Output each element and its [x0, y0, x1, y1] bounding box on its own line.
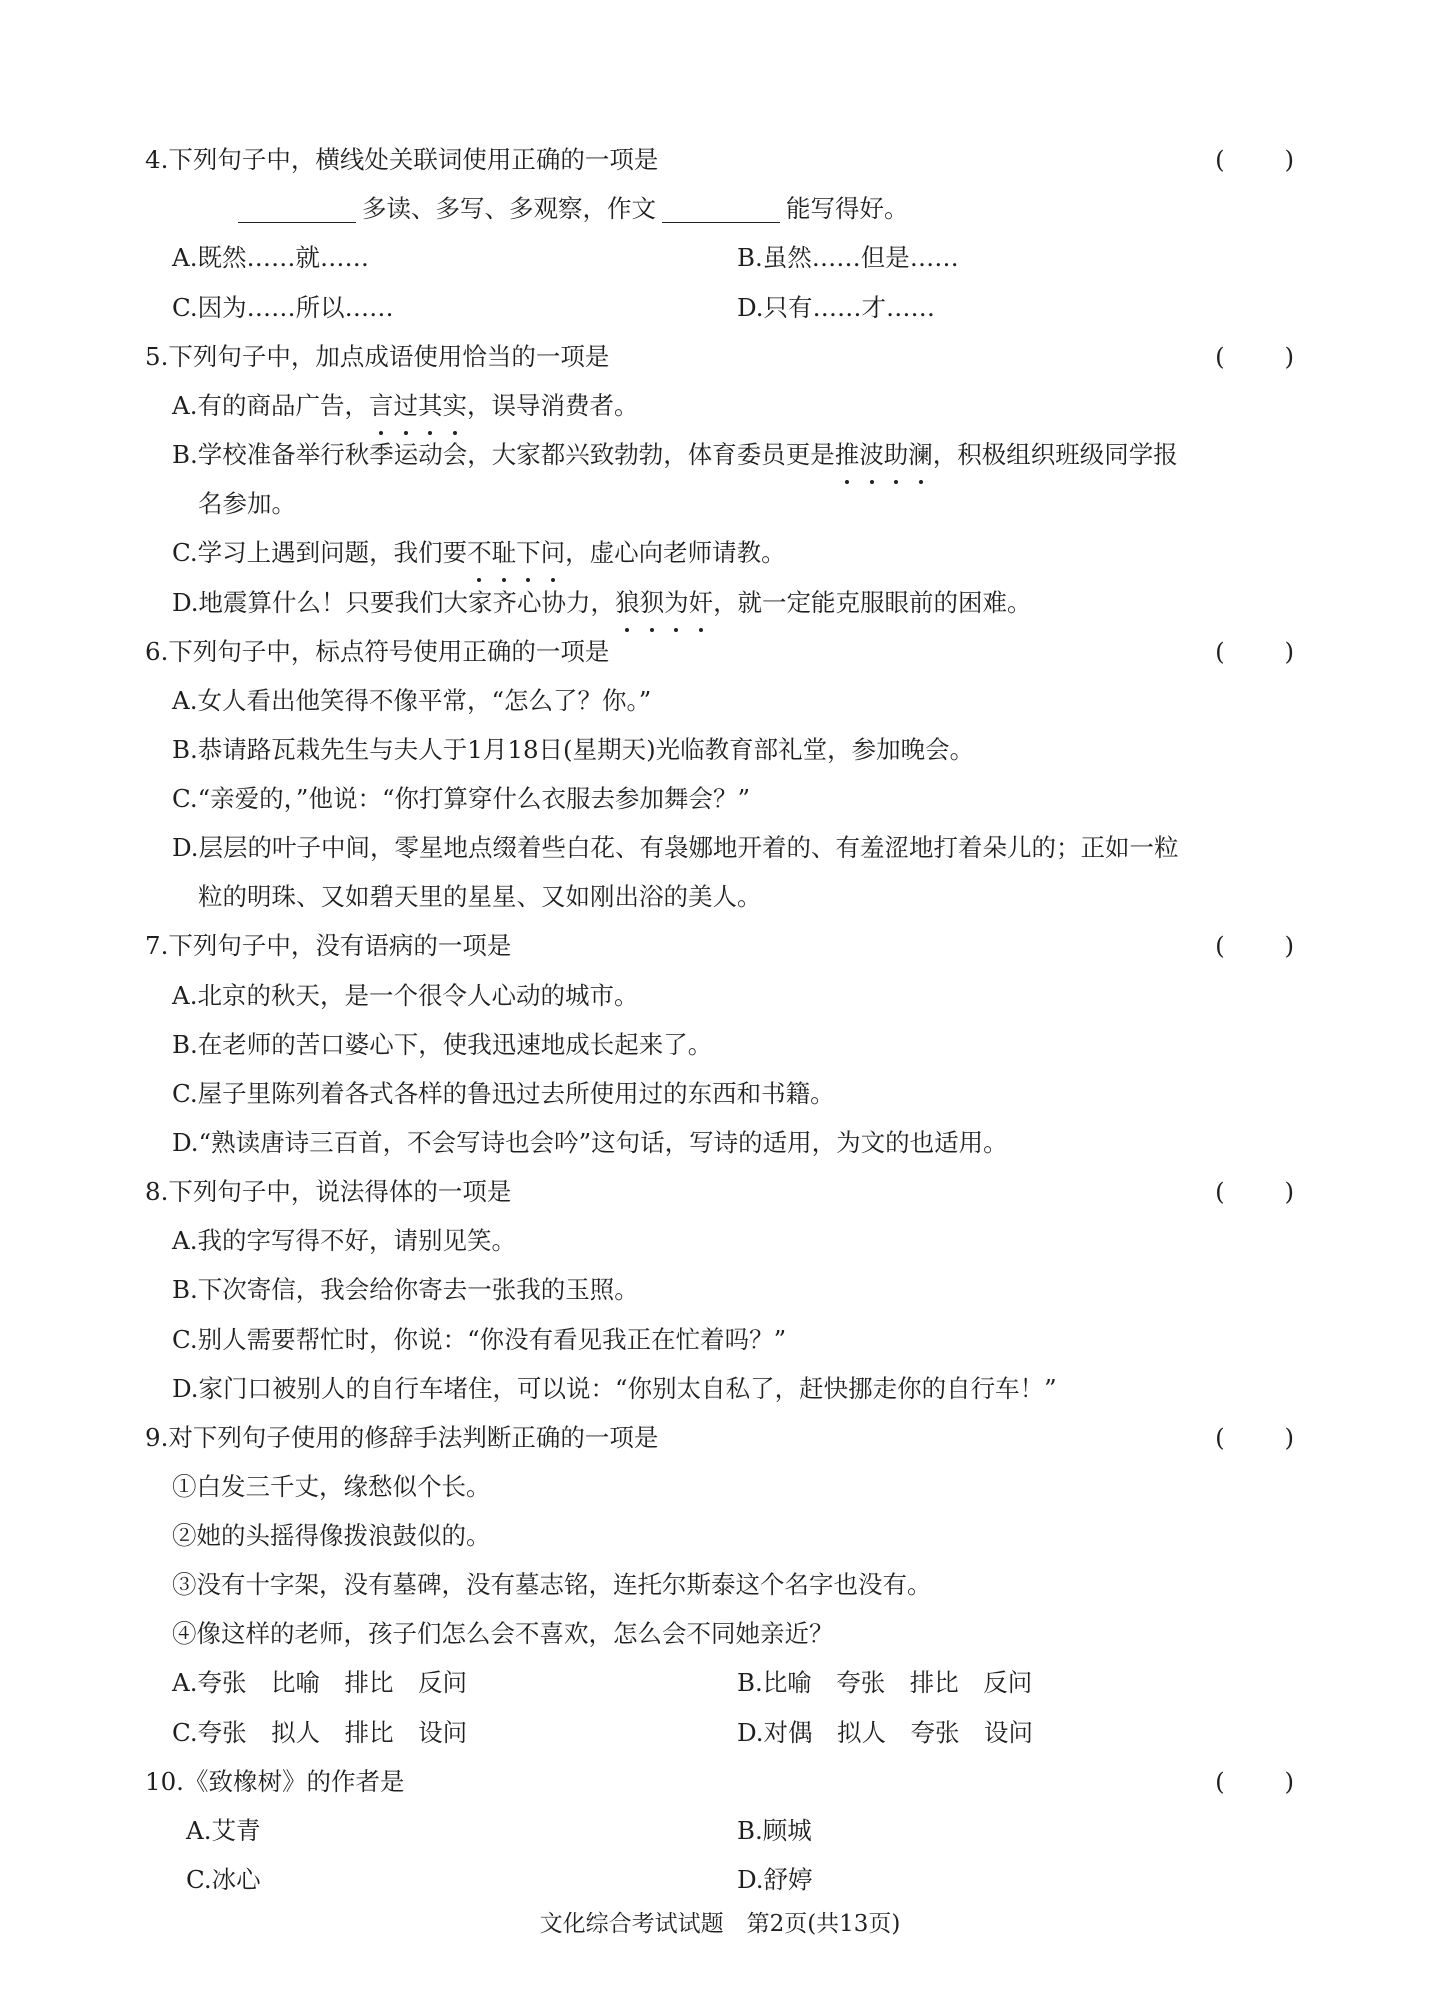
q4-option-d[interactable]: D.只有……才……	[737, 293, 936, 322]
q6-stem-line	[0, 633, 1440, 671]
q4-options-row-1	[0, 239, 1440, 277]
q6-option-b[interactable]: B.恭请路瓦栽先生与夫人于1月18日(星期天)光临教育部礼堂，参加晚会。	[172, 735, 975, 764]
emphasis-dot-char: 下	[516, 534, 541, 572]
q5-a-idiom	[369, 391, 467, 420]
q4-options-row-2	[0, 289, 1440, 327]
q9-stem-line	[0, 1419, 1440, 1457]
emphasis-dot-char: 助	[884, 436, 909, 474]
emphasis-dot-char: 为	[664, 584, 689, 622]
q9-sentence-1: ①白发三千丈，缘愁似个长。	[172, 1472, 491, 1501]
q5-option-c[interactable]: C.学习上遇到问题，我们要不耻下问，虚心向老师请教。	[0, 534, 1440, 572]
emphasis-dot-char: 问	[541, 534, 566, 572]
q7-answer-paren[interactable]: ( )	[1215, 931, 1320, 960]
q7-option-c-line	[0, 1075, 1440, 1113]
q5-answer-paren[interactable]: ( )	[1215, 342, 1320, 371]
q4-stem-line	[0, 141, 1440, 179]
q10-option-a[interactable]: A.艾青	[186, 1816, 261, 1845]
q6-option-d-cont: 粒的明珠、又如碧天里的星星、又如刚出浴的美人。	[198, 882, 762, 911]
q9-sentence-3-line	[0, 1566, 1440, 1604]
q4-answer-paren[interactable]: ( )	[1215, 145, 1320, 174]
q7-stem-line	[0, 927, 1440, 965]
emphasis-dot-char: 实	[442, 387, 467, 425]
q8-option-b-line	[0, 1271, 1440, 1309]
q7-option-c[interactable]: C.屋子里陈列着各式各样的鲁迅过去所使用过的东西和书籍。	[172, 1079, 835, 1108]
q4-blank-2[interactable]	[662, 192, 780, 223]
emphasis-dot-char: 言	[369, 387, 394, 425]
q8-option-a[interactable]: A.我的字写得不好，请别见笑。	[172, 1226, 516, 1255]
q10-option-c[interactable]: C.冰心	[186, 1865, 261, 1894]
q4-sentence: 多读、多写、多观察，作文 能写得好。	[232, 190, 909, 228]
q4-option-a[interactable]: A.既然……就……	[172, 243, 369, 272]
page-footer: 文化综合考试试题 第2页(共13页)	[539, 1911, 901, 1937]
q8-option-a-line	[0, 1222, 1440, 1260]
emphasis-dot-char: 狈	[640, 584, 665, 622]
q7-option-a-line	[0, 977, 1440, 1015]
q9-sentence-4-line	[0, 1615, 1440, 1653]
q4-stem: 4.下列句子中，横线处关联词使用正确的一项是	[145, 145, 659, 174]
q5-c-idiom	[467, 538, 565, 567]
q9-stem: 9.对下列句子使用的修辞手法判断正确的一项是	[145, 1423, 659, 1452]
q5-option-a[interactable]: A.有的商品广告，言过其实，误导消费者。	[0, 387, 1440, 425]
q7-stem: 7.下列句子中，没有语病的一项是	[145, 931, 512, 960]
emphasis-dot-char: 耻	[492, 534, 517, 572]
q9-sentence-2-line	[0, 1517, 1440, 1555]
q6-answer-paren[interactable]: ( )	[1215, 637, 1320, 666]
q6-option-c[interactable]: C.“亲爱的，”他说：“你打算穿什么衣服去参加舞会？”	[172, 784, 751, 813]
q9-option-b[interactable]: B.比喻 夸张 排比 反问	[737, 1668, 1033, 1697]
q4-blank-1[interactable]	[238, 192, 356, 223]
emphasis-dot-char: 其	[418, 387, 443, 425]
q4-sentence-line	[0, 190, 1440, 228]
q9-sentence-2: ②她的头摇得像拨浪鼓似的。	[172, 1521, 491, 1550]
emphasis-dot-char: 澜	[908, 436, 933, 474]
q7-option-b[interactable]: B.在老师的苦口婆心下，使我迅速地成长起来了。	[172, 1030, 713, 1059]
q8-stem: 8.下列句子中，说法得体的一项是	[145, 1177, 512, 1206]
q7-option-d[interactable]: D.“熟读唐诗三百首，不会写诗也会吟”这句话，写诗的适用，为文的也适用。	[172, 1128, 1008, 1157]
q6-option-a-line	[0, 682, 1440, 720]
q6-option-d-line	[0, 829, 1440, 867]
q7-option-a[interactable]: A.北京的秋天，是一个很令人心动的城市。	[172, 981, 639, 1010]
q8-option-b[interactable]: B.下次寄信，我会给你寄去一张我的玉照。	[172, 1275, 639, 1304]
q10-option-d[interactable]: D.舒婷	[737, 1865, 813, 1894]
q8-option-d-line	[0, 1370, 1440, 1408]
q10-stem: 10.《致橡树》的作者是	[145, 1767, 405, 1796]
q8-option-c[interactable]: C.别人需要帮忙时，你说：“你没有看见我正在忙着吗？”	[172, 1325, 787, 1354]
q5-option-b[interactable]: B.学校准备举行秋季运动会，大家都兴致勃勃，体育委员更是推波助澜，积极组织班级同学报	[0, 436, 1440, 474]
q9-options-row-1	[0, 1664, 1440, 1702]
emphasis-dot-char: 波	[859, 436, 884, 474]
q5-stem: 5.下列句子中，加点成语使用恰当的一项是	[145, 342, 610, 371]
q10-option-b[interactable]: B.顾城	[737, 1816, 812, 1845]
q8-option-d[interactable]: D.家门口被别人的自行车堵住，可以说：“你别太自私了，赶快挪走你的自行车！”	[172, 1374, 1057, 1403]
q5-option-d[interactable]: D.地震算什么！只要我们大家齐心协力，狼狈为奸，就一定能克服眼前的困难。	[0, 584, 1440, 622]
q10-options-row-2	[0, 1861, 1440, 1899]
q7-option-d-line	[0, 1124, 1440, 1162]
q6-option-d[interactable]: D.层层的叶子中间，零星地点缀着些白花、有袅娜地开着的、有羞涩地打着朵儿的；正如一粒	[172, 833, 1179, 862]
q9-option-c[interactable]: C.夸张 拟人 排比 设问	[172, 1718, 468, 1747]
q6-stem: 6.下列句子中，标点符号使用正确的一项是	[145, 637, 610, 666]
q8-option-c-line	[0, 1321, 1440, 1359]
q5-d-idiom	[615, 588, 713, 617]
q6-option-c-line	[0, 780, 1440, 818]
emphasis-dot-char: 奸	[689, 584, 714, 622]
q9-sentence-1-line	[0, 1468, 1440, 1506]
q8-answer-paren[interactable]: ( )	[1215, 1177, 1320, 1206]
q5-b-idiom	[835, 440, 933, 469]
q6-option-d-cont-line	[0, 878, 1440, 916]
q8-stem-line	[0, 1173, 1440, 1211]
q7-option-b-line	[0, 1026, 1440, 1064]
q9-option-d[interactable]: D.对偶 拟人 夸张 设问	[737, 1718, 1034, 1747]
q6-option-a[interactable]: A.女人看出他笑得不像平常，“怎么了？你。”	[172, 686, 652, 715]
q9-option-a[interactable]: A.夸张 比喻 排比 反问	[172, 1668, 467, 1697]
q10-options-row-1	[0, 1812, 1440, 1850]
q9-sentence-4: ④像这样的老师，孩子们怎么会不喜欢，怎么会不同她亲近？	[172, 1619, 834, 1648]
emphasis-dot-char: 过	[393, 387, 418, 425]
q10-answer-paren[interactable]: ( )	[1215, 1767, 1320, 1796]
q9-options-row-2	[0, 1714, 1440, 1752]
q4-option-b[interactable]: B.虽然……但是……	[737, 243, 959, 272]
q9-answer-paren[interactable]: ( )	[1215, 1423, 1320, 1452]
q5-option-b-cont: 名参加。	[198, 489, 296, 518]
q6-option-b-line	[0, 731, 1440, 769]
q9-sentence-3: ③没有十字架，没有墓碑，没有墓志铭，连托尔斯泰这个名字也没有。	[172, 1570, 932, 1599]
q10-stem-line	[0, 1763, 1440, 1801]
emphasis-dot-char: 不	[467, 534, 492, 572]
emphasis-dot-char: 推	[835, 436, 860, 474]
q4-option-c[interactable]: C.因为……所以……	[172, 293, 394, 322]
q5-stem-line	[0, 338, 1440, 376]
emphasis-dot-char: 狼	[615, 584, 640, 622]
